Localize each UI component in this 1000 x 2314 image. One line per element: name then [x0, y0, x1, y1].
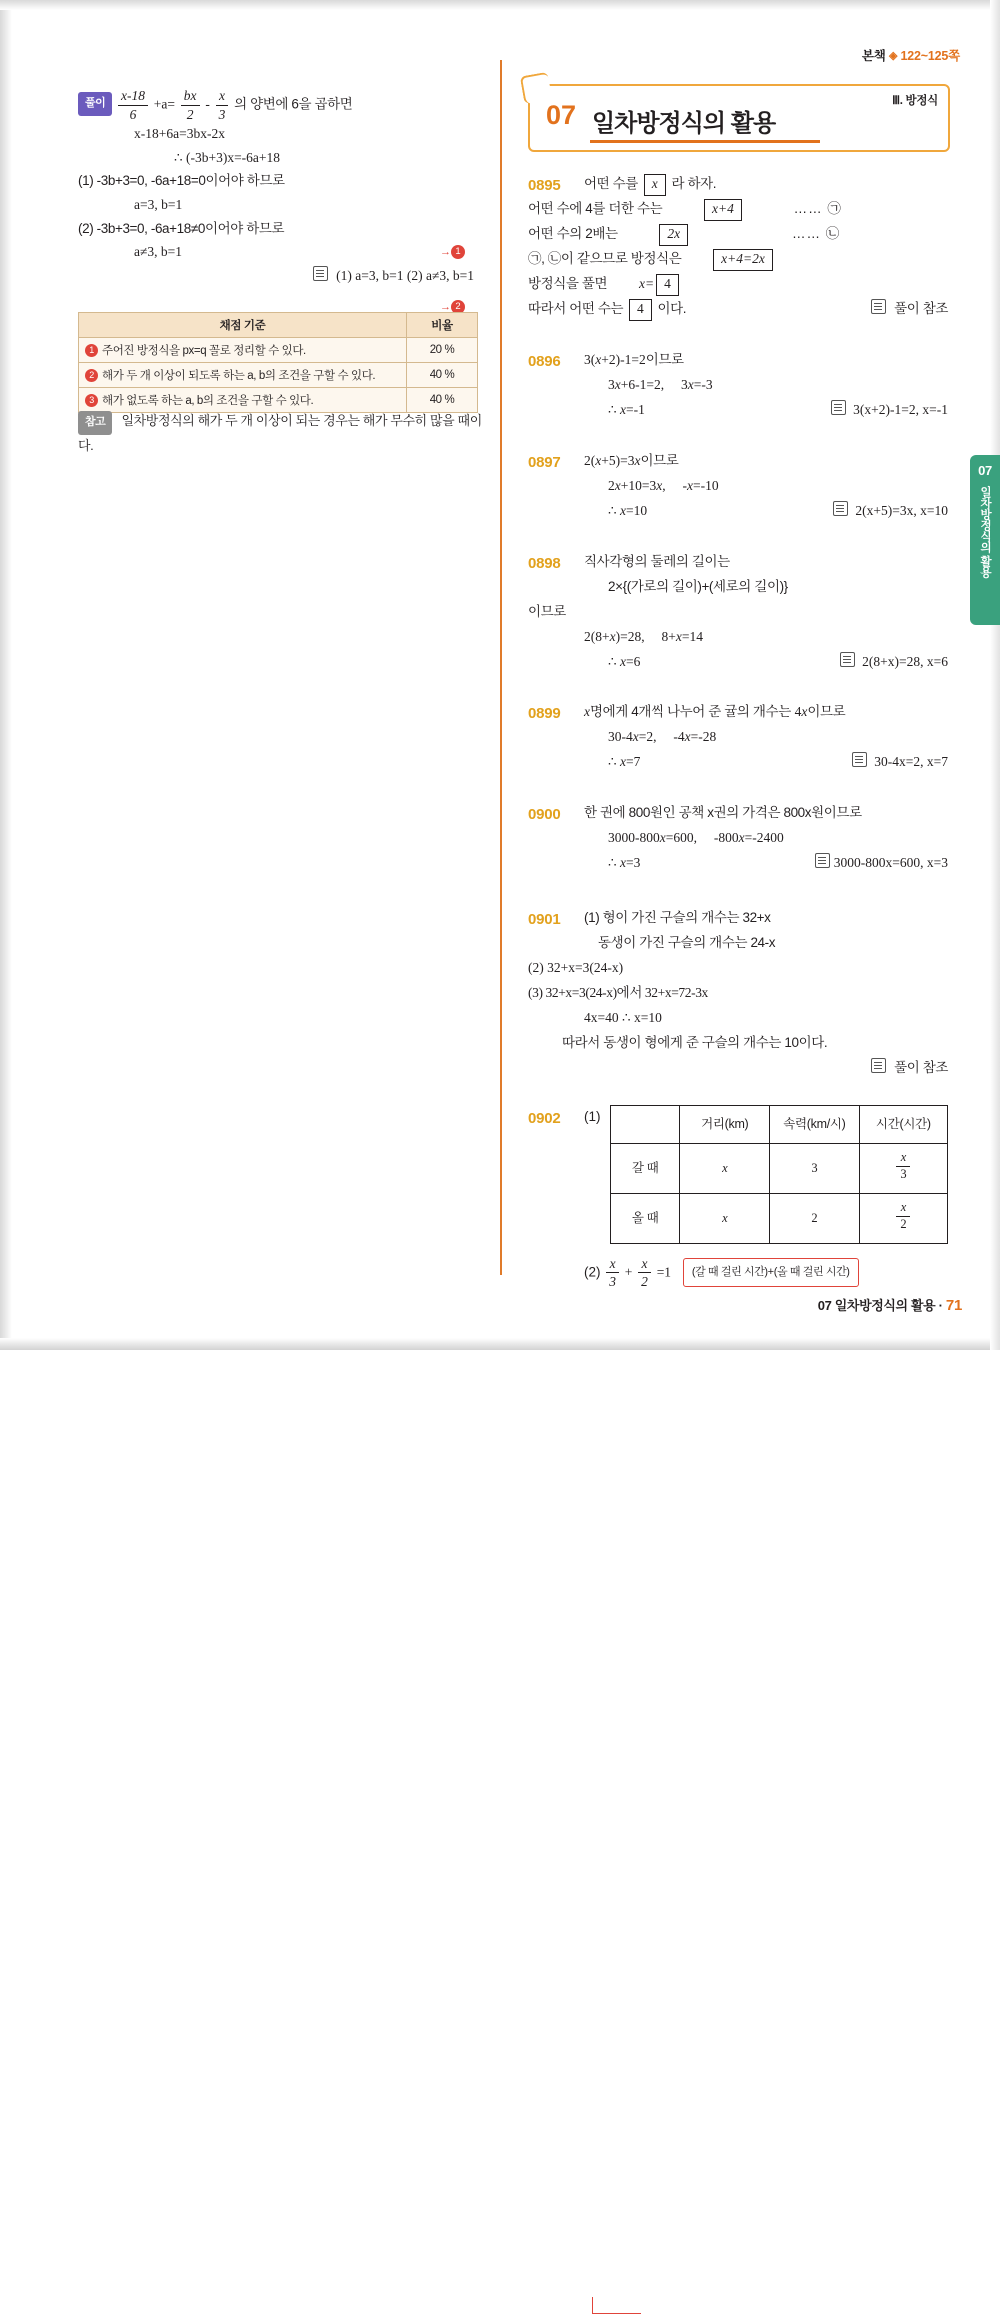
answer-icon [833, 501, 848, 516]
p0896-line3: ∴ x=-1 3(x+2)-1=2, x=-1 [608, 401, 948, 417]
criteria-cell-3 [79, 388, 407, 413]
p0902-part1-label: (1) [584, 1109, 601, 1125]
answer-icon [831, 400, 846, 415]
fraction-numerator: x [638, 1256, 651, 1274]
side-tab-number: 07 [978, 463, 992, 478]
problem-0897 [528, 449, 948, 524]
fraction-bx-over-2 [181, 88, 200, 122]
equals-one: =1 [656, 1264, 672, 1280]
marker-2-number: 2 [451, 300, 465, 314]
p0899-answer: 30-4x=2, x=7 [874, 754, 948, 770]
solution-final-answer-row [78, 264, 478, 288]
problem-body [528, 906, 948, 956]
reference-note [78, 410, 488, 457]
solution-case-1: (1) -3b+3=0, -6a+18=0이어야 하므로 [78, 173, 285, 189]
p0896-line2: 3x+6-1=2, 3x=-3 [608, 376, 713, 392]
note-badge: 참고 [78, 411, 112, 435]
marker-2: → 2 [440, 300, 465, 314]
problem-number: 0897 [528, 453, 561, 471]
header-distance: 거리(km) [680, 1106, 770, 1144]
problem-0895 [528, 172, 948, 322]
p0898-line4: 2(8+x)=28, 8+x=14 [584, 628, 703, 644]
footer-title: 일차방정식의 활용 [834, 1298, 936, 1313]
page-footer [818, 1295, 962, 1314]
problem-number: 0902 [528, 1110, 561, 1128]
fraction-denominator: 2 [900, 1216, 907, 1231]
p0895-lines [528, 197, 948, 322]
page-edge-shadow-right [990, 0, 1000, 1350]
page-edge-shadow-bottom [0, 1338, 1000, 1350]
p0895-line4: ㉠, ㉡이 같으므로 방정식은 x+4=2x [528, 247, 948, 272]
fraction-denominator: 2 [186, 106, 194, 122]
p0902-part2-label: (2) [584, 1264, 601, 1280]
problem-0901 [528, 906, 948, 1081]
fraction-x-over-3 [216, 88, 229, 122]
p0897-answer: 2(x+5)=3x, x=10 [855, 502, 948, 518]
p0898-line5: ∴ x=6 2(8+x)=28, x=6 [608, 653, 948, 669]
page-edge-shadow-top [0, 0, 1000, 10]
header-speed: 속력(km/시) [770, 1106, 860, 1144]
distance-speed-time-table [610, 1105, 948, 1244]
problem-number: 0899 [528, 705, 561, 723]
p0895-line3: 어떤 수의 2배는 2x …… ㉡ [528, 222, 948, 247]
header-ratio: 비율 [407, 313, 478, 338]
cell-speed-coming: 2 [770, 1194, 860, 1244]
table-row [611, 1194, 948, 1244]
solution-first-line [78, 88, 478, 122]
p0896-line1: 3(x+2)-1=2이므로 [584, 351, 684, 367]
fraction-denominator: 2 [641, 1274, 648, 1290]
answer-icon [871, 299, 886, 314]
header-page-range: 122~125쪽 [900, 49, 960, 63]
plus-sign: + [624, 1264, 633, 1280]
p0901-answer-row [528, 1056, 948, 1081]
row-label-going: 갈 때 [611, 1144, 680, 1194]
header-criteria: 채점 기준 [79, 313, 407, 338]
problem-body [528, 550, 948, 600]
marker-1-number: 1 [451, 245, 465, 259]
p0900-line3: ∴ x=3 3000-800x=600, x=3 [608, 855, 948, 871]
p0898-line3: 이므로 [528, 603, 566, 619]
fraction-x-minus-18-over-6 [118, 88, 148, 122]
solution-case-2-answer: a≠3, b=1 [134, 244, 183, 260]
table-header-row [79, 313, 478, 338]
table-row [79, 338, 478, 363]
problem-number: 0896 [528, 352, 561, 370]
note-text: 일차방정식의 해가 두 개 이상이 되는 경우는 해가 무수히 많을 때이다. [78, 413, 482, 453]
table-header-row [611, 1106, 948, 1144]
ratio-cell-2: 40 % [407, 363, 478, 388]
chapter-header-box [528, 84, 950, 152]
problem-number: 0895 [528, 177, 561, 194]
problem-body [528, 449, 948, 524]
answer-icon [852, 752, 867, 767]
solution-final-answer: (1) a=3, b=1 (2) a≠3, b=1 [336, 267, 474, 283]
problem-number: 0901 [528, 911, 561, 929]
p0895-answer: 풀이 참조 [894, 300, 948, 316]
problem-body [528, 700, 948, 775]
p0901-answer: 풀이 참조 [894, 1060, 948, 1076]
header-bullet-icon: ◈ [888, 50, 898, 62]
p0898-line2: 2×{(가로의 길이)+(세로의 길이)} [608, 578, 788, 594]
p0895-line5: 방정식을 풀면 x= 4 [528, 272, 948, 297]
p0901-line4: (3) 32+x=3(24-x)에서 32+x=72-3x [528, 985, 708, 1001]
problem-body [528, 172, 948, 197]
p0900-line1: 한 권에 800원인 공책 x권의 가격은 800x원이므로 [584, 805, 862, 821]
p0895-line1: 어떤 수를 x 라 하자. [584, 172, 948, 197]
criteria-number: 1 [85, 344, 98, 357]
solution-line-3: ∴ (-3b+3)x=-6a+18 [174, 149, 281, 165]
cell-time-going [859, 1144, 947, 1194]
page-header [862, 46, 960, 64]
page-edge-shadow-left [0, 0, 12, 1350]
problem-number: 0900 [528, 806, 561, 824]
row-label-coming: 올 때 [611, 1194, 680, 1244]
time-callout-note: (갈 때 걸린 시간)+(올 때 걸린 시간) [683, 1258, 859, 1287]
solution-case-1-answer: a=3, b=1 [134, 196, 183, 212]
fraction-denominator: 6 [129, 106, 137, 122]
problem-0899 [528, 700, 948, 775]
table-row [611, 1144, 948, 1194]
side-tab-label: 일차방정식의 활용 [979, 486, 991, 578]
p0900-line2: 3000-800x=600, -800x=-2400 [608, 830, 784, 846]
fraction-denominator: 3 [900, 1166, 907, 1181]
p0895-line6: 따라서 어떤 수는 4 이다. 풀이 참조 [528, 297, 948, 322]
footer-chapter-num: 07 [817, 1298, 832, 1313]
chapter-subtitle: Ⅲ. 방정식 [892, 95, 938, 107]
fraction-denominator: 3 [609, 1274, 617, 1290]
p0899-line2: 30-4x=2, -4x=-28 [608, 729, 717, 745]
table-row [79, 363, 478, 388]
chapter-title-underline [590, 140, 820, 143]
solution-case-2: (2) -3b+3=0, -6a+18≠0이어야 하므로 [78, 220, 285, 236]
red-bracket-decoration [592, 2297, 641, 2314]
p0897-line3: ∴ x=10 2(x+5)=3x, x=10 [608, 502, 948, 518]
p0898-answer: 2(8+x)=28, x=6 [862, 653, 948, 669]
p0899-line3: ∴ x=7 30-4x=2, x=7 [608, 754, 948, 770]
criteria-text: 해가 없도록 하는 a, b의 조건을 구할 수 있다. [102, 395, 314, 407]
solution-line-2: x-18+6a=3bx-2x [134, 126, 225, 142]
problem-body [528, 348, 948, 423]
fraction-x-over-2-eq [638, 1256, 651, 1290]
criteria-cell-2 [79, 363, 407, 388]
problem-body [528, 801, 948, 876]
footer-page-number: 71 [945, 1297, 962, 1314]
p0901-line5: 4x=40 ∴ x=10 [584, 1010, 662, 1026]
problem-0898 [528, 550, 948, 675]
column-divider [500, 60, 502, 1275]
chapter-number: 07 [546, 100, 577, 130]
p0896-answer: 3(x+2)-1=2, x=-1 [853, 401, 948, 417]
cell-distance-coming: x [680, 1194, 770, 1244]
ratio-cell-1: 20 % [407, 338, 478, 363]
header-time: 시간(시간) [859, 1106, 947, 1144]
fraction-x-over-3-eq [606, 1256, 619, 1290]
footer-dot: · [938, 1298, 943, 1313]
criteria-number: 2 [85, 369, 98, 382]
plus-a-equals: +a= [153, 96, 176, 112]
ratio-cell-3: 40 % [407, 388, 478, 413]
p0902-part2 [528, 1256, 948, 1290]
p0897-line1: 2(x+5)=3x이므로 [584, 452, 679, 468]
p0897-line2: 2x+10=3x, -x=-10 [608, 477, 719, 493]
cell-time-coming [859, 1194, 947, 1244]
answer-icon [871, 1058, 886, 1073]
fraction-denominator: 3 [218, 106, 226, 122]
criteria-text: 해가 두 개 이상이 되도록 하는 a, b의 조건을 구할 수 있다. [102, 370, 376, 382]
fraction-numerator: x [896, 1151, 910, 1167]
fraction-numerator: x [216, 88, 229, 106]
fraction-numerator: x [606, 1256, 619, 1274]
problem-0902 [528, 1105, 948, 1290]
side-chapter-tab [970, 455, 1000, 625]
chapter-title: 일차방정식의 활용 [592, 110, 776, 137]
p0901-line3: (2) 32+x=3(24-x) [528, 960, 624, 976]
p0901-line6: 따라서 동생이 형에게 준 구슬의 개수는 10이다. [562, 1035, 828, 1051]
solution-badge: 풀이 [78, 92, 112, 116]
criteria-cell-1 [79, 338, 407, 363]
table-row [79, 388, 478, 413]
fraction-x-over-3 [896, 1151, 910, 1182]
answer-icon [815, 853, 830, 868]
problem-0900 [528, 801, 948, 876]
solution-line1-tail: 의 양변에 6을 곱하면 [234, 96, 353, 112]
problem-number: 0898 [528, 554, 561, 572]
fraction-numerator: x-18 [118, 88, 148, 106]
answer-icon [840, 652, 855, 667]
criteria-text: 주어진 방정식을 px=q 꼴로 정리할 수 있다. [102, 345, 306, 357]
right-column-problems [528, 84, 948, 1290]
p0898-line1: 직사각형의 둘레의 길이는 [584, 553, 730, 569]
marker-1: → 1 [440, 245, 465, 259]
minus-sign: - [205, 96, 210, 112]
cell-speed-going: 3 [770, 1144, 860, 1194]
criteria-number: 3 [85, 394, 98, 407]
cell-distance-going: x [680, 1144, 770, 1194]
p0895-line2: 어떤 수에 4를 더한 수는 x+4 …… ㉠ [528, 197, 948, 222]
header-empty [611, 1106, 680, 1144]
p0900-answer: 3000-800x=600, x=3 [833, 855, 948, 871]
problem-0896 [528, 348, 948, 423]
p0899-line1: x명에게 4개씩 나누어 준 귤의 개수는 4x이므로 [584, 704, 846, 720]
answer-icon [313, 266, 328, 281]
fraction-numerator: x [896, 1201, 910, 1217]
grading-criteria-table [78, 312, 478, 413]
left-column-solution [78, 88, 478, 287]
p0901-line2: 동생이 가진 구슬의 개수는 24-x [598, 935, 776, 951]
header-label: 본책 [861, 49, 886, 63]
fraction-x-over-2 [896, 1201, 910, 1232]
p0901-line1: (1) 형이 가진 구슬의 개수는 32+x [584, 910, 771, 926]
fraction-numerator: bx [181, 88, 200, 106]
